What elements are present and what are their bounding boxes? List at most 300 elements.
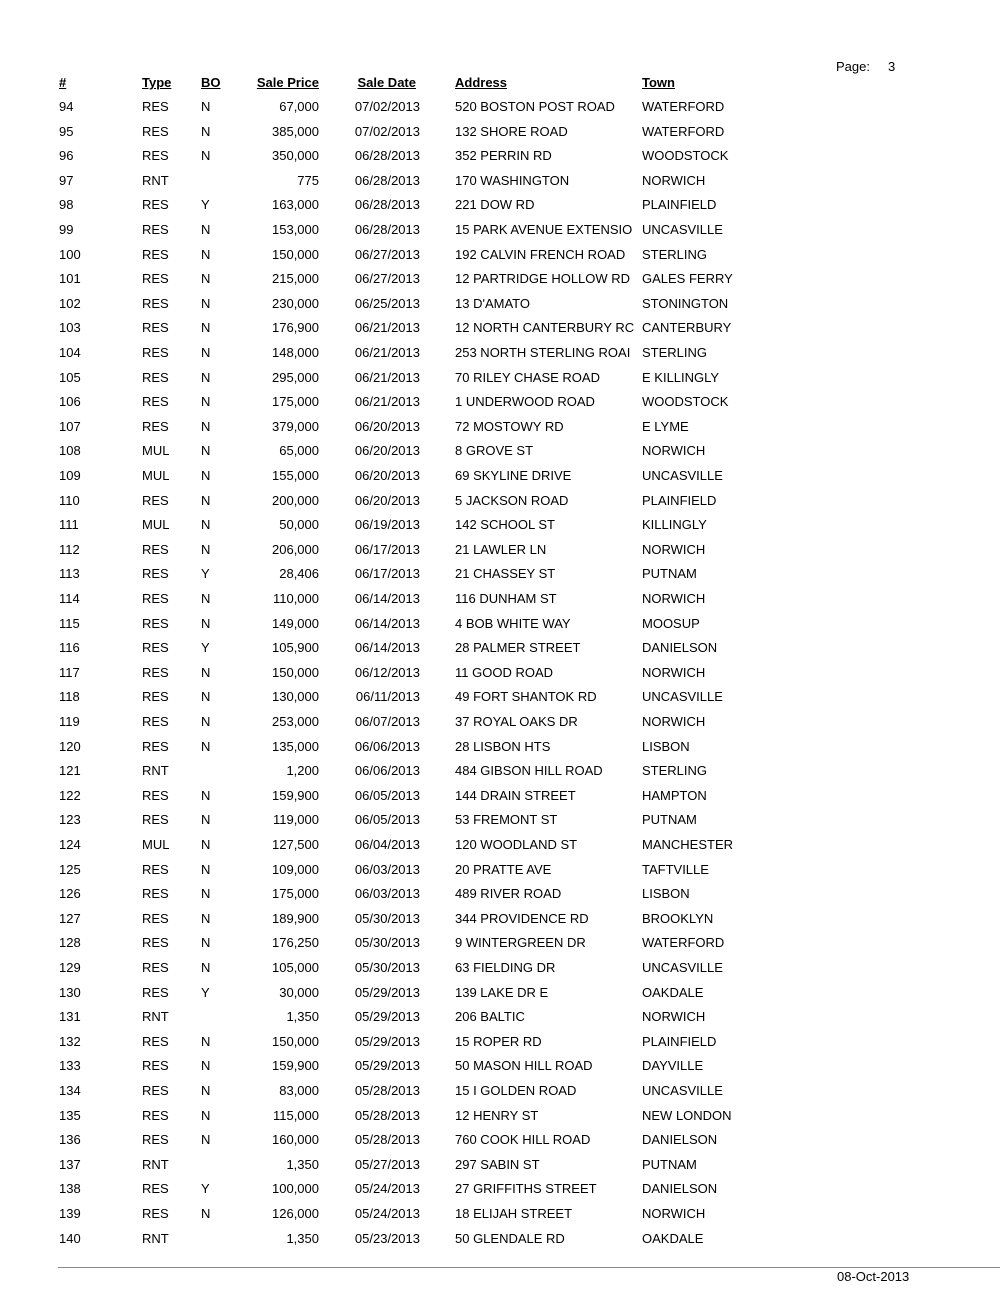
cell-sale-price: 67,000 xyxy=(279,99,319,114)
cell-address: 139 LAKE DR E xyxy=(455,984,549,1000)
table-row xyxy=(0,1132,1000,1152)
cell-sale-date: 05/24/2013 xyxy=(354,1181,420,1197)
cell-town: NORWICH xyxy=(642,714,706,729)
cell-town: PLAINFIELD xyxy=(642,197,717,213)
cell-sale-price: 150,000 xyxy=(272,1033,319,1049)
cell-number: 122 xyxy=(59,787,81,803)
cell-address: 142 SCHOOL ST xyxy=(455,517,555,533)
cell-bo: N xyxy=(201,443,211,459)
cell-type: RES xyxy=(142,295,169,311)
cell-sale-date: 06/06/2013 xyxy=(354,763,420,779)
table-row xyxy=(0,1083,1000,1103)
cell-type: RNT xyxy=(142,1156,169,1172)
cell-sale-date: 05/29/2013 xyxy=(354,1033,420,1049)
cell-sale-price: 1,350 xyxy=(286,1009,319,1025)
cell-type: RES xyxy=(142,591,169,606)
cell-town: OAKDALE xyxy=(642,984,704,1000)
cell-sale-price: 253,000 xyxy=(272,714,319,729)
table-row xyxy=(0,394,1000,414)
cell-number: 103 xyxy=(59,320,81,336)
table-row xyxy=(0,1034,1000,1054)
cell-bo: Y xyxy=(201,640,210,656)
cell-sale-price: 200,000 xyxy=(272,492,319,508)
cell-sale-date: 05/30/2013 xyxy=(354,935,420,951)
cell-address: 49 FORT SHANTOK RD xyxy=(455,689,597,705)
cell-address: 21 CHASSEY ST xyxy=(455,566,556,582)
cell-type: RES xyxy=(142,394,169,410)
cell-bo: N xyxy=(201,517,211,533)
cell-type: RES xyxy=(142,1083,169,1098)
cell-number: 135 xyxy=(59,1107,81,1123)
cell-address: 170 WASHINGTON xyxy=(455,172,570,188)
table-row xyxy=(0,247,1000,267)
cell-bo: N xyxy=(201,1033,211,1049)
table-row xyxy=(0,862,1000,882)
cell-bo: N xyxy=(201,345,211,360)
cell-town: NORWICH xyxy=(642,541,706,557)
cell-bo: N xyxy=(201,910,211,926)
table-row xyxy=(0,911,1000,931)
table-row xyxy=(0,419,1000,439)
cell-town: NEW LONDON xyxy=(642,1107,732,1123)
cell-town: DANIELSON xyxy=(642,1181,718,1197)
cell-address: 221 DOW RD xyxy=(455,197,535,213)
cell-bo: N xyxy=(201,271,211,287)
cell-number: 97 xyxy=(59,172,74,188)
cell-town: PLAINFIELD xyxy=(642,1033,717,1049)
cell-sale-price: 150,000 xyxy=(272,246,319,262)
cell-address: 8 GROVE ST xyxy=(455,443,534,459)
cell-address: 116 DUNHAM ST xyxy=(455,591,557,606)
cell-sale-date: 05/27/2013 xyxy=(354,1156,420,1172)
table-row xyxy=(0,591,1000,611)
cell-town: NORWICH xyxy=(642,443,706,459)
cell-type: RES xyxy=(142,1058,169,1074)
cell-address: 53 FREMONT ST xyxy=(455,812,558,828)
cell-sale-date: 06/21/2013 xyxy=(354,345,420,360)
cell-address: 192 CALVIN FRENCH ROAD xyxy=(455,246,626,262)
table-row xyxy=(0,714,1000,734)
cell-town: GALES FERRY xyxy=(642,271,733,287)
table-row xyxy=(0,1108,1000,1128)
cell-sale-price: 150,000 xyxy=(272,664,319,680)
cell-type: RES xyxy=(142,960,169,975)
cell-sale-date: 06/27/2013 xyxy=(354,271,420,287)
cell-sale-price: 163,000 xyxy=(272,197,319,213)
cell-address: 15 ROPER RD xyxy=(455,1033,542,1049)
cell-number: 128 xyxy=(59,935,81,951)
cell-sale-price: 176,900 xyxy=(272,320,319,336)
cell-type: MUL xyxy=(142,443,170,459)
cell-address: 344 PROVIDENCE RD xyxy=(455,910,589,926)
cell-sale-date: 05/28/2013 xyxy=(354,1132,420,1148)
table-row xyxy=(0,320,1000,340)
cell-sale-date: 06/05/2013 xyxy=(354,787,420,803)
cell-town: WATERFORD xyxy=(642,123,725,139)
cell-town: BROOKLYN xyxy=(642,910,714,926)
footer-divider xyxy=(58,1267,1000,1268)
cell-type: RES xyxy=(142,984,169,1000)
cell-sale-date: 07/02/2013 xyxy=(354,99,420,114)
cell-number: 111 xyxy=(59,517,79,533)
cell-sale-price: 230,000 xyxy=(272,295,319,311)
table-row xyxy=(0,616,1000,636)
table-row xyxy=(0,173,1000,193)
cell-town: STERLING xyxy=(642,246,708,262)
cell-sale-price: 206,000 xyxy=(272,541,319,557)
cell-sale-price: 100,000 xyxy=(272,1181,319,1197)
cell-bo: Y xyxy=(201,566,210,582)
cell-town: NORWICH xyxy=(642,1009,706,1025)
cell-number: 127 xyxy=(59,910,81,926)
cell-type: RES xyxy=(142,1181,169,1197)
table-row xyxy=(0,689,1000,709)
cell-town: LISBON xyxy=(642,886,690,902)
cell-town: PUTNAM xyxy=(642,1156,697,1172)
cell-address: 15 PARK AVENUE EXTENSIO xyxy=(455,222,633,237)
cell-bo: N xyxy=(201,664,211,680)
cell-town: PUTNAM xyxy=(642,812,697,828)
cell-town: UNCASVILLE xyxy=(642,222,723,237)
cell-bo: N xyxy=(201,468,211,483)
cell-sale-price: 1,350 xyxy=(286,1230,319,1246)
cell-bo: N xyxy=(201,418,211,434)
cell-bo: N xyxy=(201,960,211,975)
cell-type: RES xyxy=(142,541,169,557)
table-row xyxy=(0,739,1000,759)
cell-sale-date: 06/28/2013 xyxy=(354,222,420,237)
cell-sale-date: 06/17/2013 xyxy=(354,566,420,582)
cell-sale-price: 175,000 xyxy=(272,886,319,902)
table-row xyxy=(0,886,1000,906)
cell-town: NORWICH xyxy=(642,172,706,188)
cell-bo: N xyxy=(201,320,211,336)
cell-sale-price: 126,000 xyxy=(272,1206,319,1221)
cell-bo: N xyxy=(201,1083,211,1098)
cell-bo: N xyxy=(201,1206,211,1221)
cell-sale-date: 06/03/2013 xyxy=(354,886,420,902)
cell-type: RES xyxy=(142,640,169,656)
table-row xyxy=(0,566,1000,586)
cell-type: RES xyxy=(142,812,169,828)
cell-bo: Y xyxy=(201,1181,210,1197)
cell-sale-price: 385,000 xyxy=(272,123,319,139)
cell-number: 100 xyxy=(59,246,81,262)
cell-sale-date: 05/29/2013 xyxy=(354,1009,420,1025)
cell-bo: N xyxy=(201,541,211,557)
cell-address: 27 GRIFFITHS STREET xyxy=(455,1181,597,1197)
table-row xyxy=(0,1058,1000,1078)
cell-type: RES xyxy=(142,320,169,336)
cell-type: RES xyxy=(142,271,169,287)
table-row xyxy=(0,985,1000,1005)
cell-address: 12 NORTH CANTERBURY RC xyxy=(455,320,635,336)
cell-sale-date: 06/07/2013 xyxy=(354,714,420,729)
cell-type: RES xyxy=(142,492,169,508)
cell-sale-date: 06/20/2013 xyxy=(354,492,420,508)
cell-number: 116 xyxy=(59,640,80,656)
cell-sale-price: 50,000 xyxy=(279,517,319,533)
cell-town: DANIELSON xyxy=(642,640,718,656)
cell-type: RES xyxy=(142,1206,169,1221)
cell-town: WATERFORD xyxy=(642,99,725,114)
cell-sale-date: 06/21/2013 xyxy=(354,369,420,385)
cell-number: 134 xyxy=(59,1083,81,1098)
cell-sale-price: 350,000 xyxy=(272,148,319,164)
cell-town: WATERFORD xyxy=(642,935,725,951)
cell-sale-price: 176,250 xyxy=(272,935,319,951)
cell-bo: N xyxy=(201,148,211,164)
cell-number: 104 xyxy=(59,345,81,360)
cell-type: MUL xyxy=(142,837,170,852)
cell-address: 12 HENRY ST xyxy=(455,1107,539,1123)
column-header-sale-date: Sale Date xyxy=(357,75,416,90)
cell-town: STERLING xyxy=(642,763,708,779)
cell-address: 206 BALTIC xyxy=(455,1009,525,1025)
cell-sale-date: 06/14/2013 xyxy=(354,640,420,656)
cell-address: 50 MASON HILL ROAD xyxy=(455,1058,593,1074)
cell-type: RES xyxy=(142,1107,169,1123)
cell-sale-date: 06/19/2013 xyxy=(354,517,420,533)
cell-type: RES xyxy=(142,910,169,926)
cell-sale-date: 06/27/2013 xyxy=(354,246,420,262)
cell-bo: N xyxy=(201,369,211,385)
cell-sale-date: 06/25/2013 xyxy=(354,295,420,311)
cell-sale-price: 83,000 xyxy=(279,1083,319,1098)
cell-number: 138 xyxy=(59,1181,81,1197)
table-row xyxy=(0,1157,1000,1177)
cell-number: 109 xyxy=(59,468,81,483)
cell-number: 95 xyxy=(59,123,74,139)
cell-sale-date: 05/28/2013 xyxy=(354,1083,420,1098)
cell-town: UNCASVILLE xyxy=(642,960,723,975)
table-row xyxy=(0,1009,1000,1029)
cell-address: 18 ELIJAH STREET xyxy=(455,1206,573,1221)
cell-sale-date: 06/28/2013 xyxy=(354,148,420,164)
cell-bo: N xyxy=(201,714,211,729)
cell-sale-price: 28,406 xyxy=(279,566,319,582)
cell-number: 112 xyxy=(59,541,80,557)
cell-address: 28 PALMER STREET xyxy=(455,640,581,656)
cell-town: LISBON xyxy=(642,738,690,754)
cell-sale-date: 06/28/2013 xyxy=(354,172,420,188)
cell-number: 115 xyxy=(59,615,80,631)
cell-number: 107 xyxy=(59,418,81,434)
cell-sale-price: 110,000 xyxy=(272,591,319,606)
cell-town: PUTNAM xyxy=(642,566,697,582)
cell-number: 131 xyxy=(59,1009,81,1025)
cell-sale-price: 149,000 xyxy=(272,615,319,631)
cell-number: 137 xyxy=(59,1156,81,1172)
cell-bo: N xyxy=(201,1058,211,1074)
cell-bo: N xyxy=(201,1132,211,1148)
cell-bo: N xyxy=(201,935,211,951)
cell-type: RES xyxy=(142,1132,169,1148)
cell-sale-price: 105,900 xyxy=(272,640,319,656)
cell-town: DAYVILLE xyxy=(642,1058,704,1074)
column-header-type: Type xyxy=(142,75,172,90)
table-row xyxy=(0,1231,1000,1251)
cell-type: RES xyxy=(142,1033,169,1049)
cell-sale-price: 295,000 xyxy=(272,369,319,385)
cell-address: 489 RIVER ROAD xyxy=(455,886,562,902)
cell-sale-date: 06/04/2013 xyxy=(354,837,420,852)
cell-bo: N xyxy=(201,123,211,139)
column-header-sale-price: Sale Price xyxy=(256,75,319,90)
cell-sale-date: 05/30/2013 xyxy=(354,910,420,926)
cell-type: RES xyxy=(142,418,169,434)
cell-bo: N xyxy=(201,394,211,410)
cell-type: RNT xyxy=(142,1230,169,1246)
cell-sale-price: 135,000 xyxy=(272,738,319,754)
cell-type: RES xyxy=(142,738,169,754)
cell-number: 110 xyxy=(59,492,80,508)
cell-bo: N xyxy=(201,222,211,237)
page-number: 3 xyxy=(888,59,896,74)
cell-town: E KILLINGLY xyxy=(642,369,720,385)
cell-town: CANTERBURY xyxy=(642,320,732,336)
cell-sale-price: 105,000 xyxy=(272,960,319,975)
cell-sale-date: 06/14/2013 xyxy=(354,591,420,606)
cell-address: 9 WINTERGREEN DR xyxy=(455,935,586,951)
cell-address: 760 COOK HILL ROAD xyxy=(455,1132,591,1148)
cell-type: RES xyxy=(142,615,169,631)
cell-town: PLAINFIELD xyxy=(642,492,717,508)
cell-address: 120 WOODLAND ST xyxy=(455,837,578,852)
cell-bo: N xyxy=(201,615,211,631)
cell-address: 520 BOSTON POST ROAD xyxy=(455,99,615,114)
cell-town: WOODSTOCK xyxy=(642,148,729,164)
table-row xyxy=(0,640,1000,660)
cell-type: RES xyxy=(142,222,169,237)
cell-town: TAFTVILLE xyxy=(642,861,709,877)
table-row xyxy=(0,812,1000,832)
table-header xyxy=(0,75,1000,95)
cell-address: 297 SABIN ST xyxy=(455,1156,540,1172)
cell-sale-price: 127,500 xyxy=(272,837,319,852)
cell-bo: N xyxy=(201,99,211,114)
table-row xyxy=(0,763,1000,783)
cell-town: MANCHESTER xyxy=(642,837,734,852)
cell-sale-price: 159,900 xyxy=(272,787,319,803)
cell-address: 72 MOSTOWY RD xyxy=(455,418,564,434)
cell-address: 144 DRAIN STREET xyxy=(455,787,576,803)
cell-address: 50 GLENDALE RD xyxy=(455,1230,565,1246)
column-header-bo: BO xyxy=(201,75,221,90)
cell-address: 63 FIELDING DR xyxy=(455,960,556,975)
table-row xyxy=(0,197,1000,217)
cell-number: 119 xyxy=(59,714,80,729)
cell-sale-date: 06/03/2013 xyxy=(354,861,420,877)
cell-number: 120 xyxy=(59,738,81,754)
cell-sale-date: 06/21/2013 xyxy=(354,394,420,410)
cell-number: 94 xyxy=(59,99,74,114)
cell-sale-date: 07/02/2013 xyxy=(354,123,420,139)
cell-bo: N xyxy=(201,886,211,902)
cell-type: RES xyxy=(142,99,169,114)
cell-town: UNCASVILLE xyxy=(642,1083,723,1098)
cell-bo: N xyxy=(201,591,211,606)
cell-number: 130 xyxy=(59,984,81,1000)
cell-type: RES xyxy=(142,935,169,951)
cell-number: 133 xyxy=(59,1058,81,1074)
cell-town: STERLING xyxy=(642,345,708,360)
cell-town: STONINGTON xyxy=(642,295,729,311)
cell-bo: N xyxy=(201,246,211,262)
cell-type: RES xyxy=(142,246,169,262)
cell-address: 13 D'AMATO xyxy=(455,295,530,311)
cell-bo: N xyxy=(201,689,211,705)
cell-number: 113 xyxy=(59,566,80,582)
cell-sale-date: 05/28/2013 xyxy=(354,1107,420,1123)
cell-sale-price: 215,000 xyxy=(272,271,319,287)
table-row xyxy=(0,271,1000,291)
cell-bo: N xyxy=(201,837,211,852)
cell-town: OAKDALE xyxy=(642,1230,704,1246)
cell-sale-date: 05/23/2013 xyxy=(354,1230,420,1246)
cell-bo: N xyxy=(201,812,211,828)
cell-address: 20 PRATTE AVE xyxy=(455,861,552,877)
cell-town: UNCASVILLE xyxy=(642,468,723,483)
cell-type: RES xyxy=(142,664,169,680)
cell-sale-date: 06/20/2013 xyxy=(354,443,420,459)
cell-type: RES xyxy=(142,369,169,385)
cell-address: 5 JACKSON ROAD xyxy=(455,492,569,508)
cell-sale-price: 119,000 xyxy=(272,812,319,828)
cell-address: 28 LISBON HTS xyxy=(455,738,551,754)
cell-bo: N xyxy=(201,861,211,877)
cell-type: RES xyxy=(142,345,169,360)
table-row xyxy=(0,222,1000,242)
table-row xyxy=(0,1206,1000,1226)
cell-type: RNT xyxy=(142,172,169,188)
cell-address: 21 LAWLER LN xyxy=(455,541,547,557)
cell-number: 102 xyxy=(59,295,81,311)
cell-address: 15 I GOLDEN ROAD xyxy=(455,1083,577,1098)
cell-number: 114 xyxy=(59,591,80,606)
cell-sale-date: 06/21/2013 xyxy=(354,320,420,336)
cell-bo: Y xyxy=(201,197,210,213)
column-header-address: Address xyxy=(455,75,508,90)
table-row xyxy=(0,788,1000,808)
cell-address: 1 UNDERWOOD ROAD xyxy=(455,394,595,410)
table-row xyxy=(0,960,1000,980)
cell-number: 117 xyxy=(59,664,80,680)
cell-town: HAMPTON xyxy=(642,787,707,803)
cell-number: 136 xyxy=(59,1132,81,1148)
table-row xyxy=(0,935,1000,955)
cell-number: 125 xyxy=(59,861,81,877)
table-row xyxy=(0,1181,1000,1201)
cell-address: 4 BOB WHITE WAY xyxy=(455,615,571,631)
cell-type: MUL xyxy=(142,468,170,483)
column-header-number: # xyxy=(59,75,67,90)
cell-town: NORWICH xyxy=(642,664,706,680)
table-row xyxy=(0,468,1000,488)
cell-number: 105 xyxy=(59,369,81,385)
table-row xyxy=(0,542,1000,562)
cell-address: 132 SHORE ROAD xyxy=(455,123,568,139)
cell-address: 253 NORTH STERLING ROAI xyxy=(455,345,631,360)
cell-sale-price: 30,000 xyxy=(279,984,319,1000)
report-date: 08-Oct-2013 xyxy=(837,1269,910,1284)
cell-sale-price: 189,900 xyxy=(272,910,319,926)
cell-sale-date: 05/30/2013 xyxy=(354,960,420,975)
table-row xyxy=(0,99,1000,119)
cell-type: RES xyxy=(142,861,169,877)
cell-sale-date: 06/17/2013 xyxy=(354,541,420,557)
cell-town: KILLINGLY xyxy=(642,517,707,533)
